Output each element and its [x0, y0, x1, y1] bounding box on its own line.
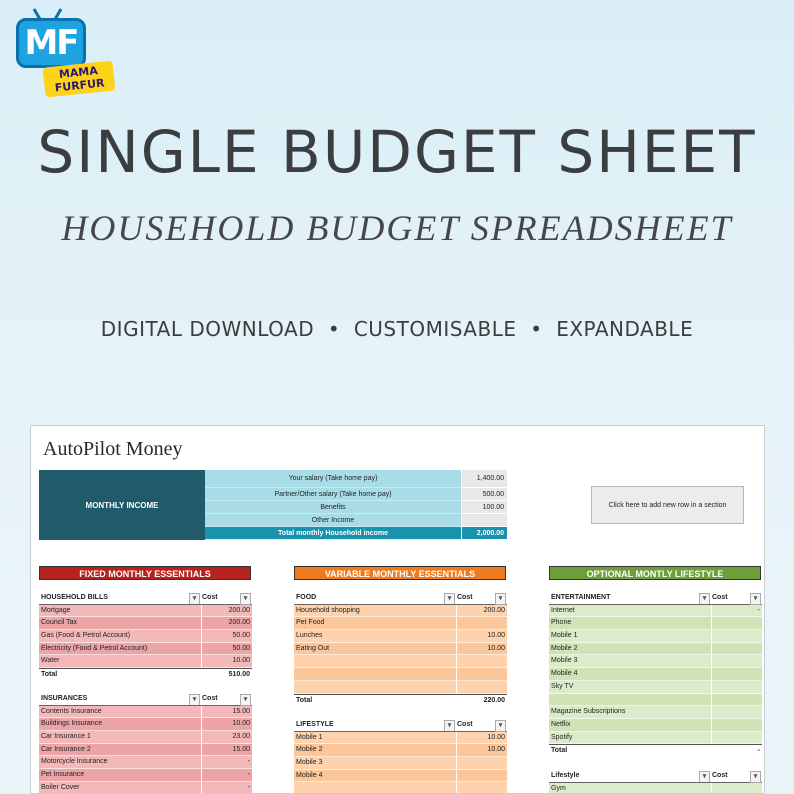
household-bills-table — [39, 592, 252, 681]
cost-cell[interactable] — [457, 617, 507, 630]
income-row-label: Other Income — [205, 514, 461, 527]
item-cell[interactable]: Magazine Subscriptions — [549, 706, 712, 719]
table-row — [39, 718, 252, 731]
fixed-essentials-header: FIXED MONTHLY ESSENTIALS — [39, 566, 251, 580]
item-cell[interactable] — [294, 668, 457, 681]
cost-cell[interactable] — [712, 719, 762, 732]
food-table — [294, 592, 507, 706]
table-row — [39, 617, 252, 630]
table-row — [549, 783, 762, 794]
cost-cell[interactable]: 10.00 — [457, 744, 507, 757]
item-cell[interactable]: Contents Insurance — [39, 706, 202, 719]
item-cell[interactable]: Gym — [549, 783, 712, 794]
item-cell[interactable]: Buildings Insurance — [39, 718, 202, 731]
cost-cell[interactable]: 200.00 — [202, 617, 252, 630]
logo-initials: MF — [24, 23, 78, 63]
table-row — [39, 744, 252, 757]
optional-lifestyle-header: OPTIONAL MONTLY LIFESTYLE — [549, 566, 761, 580]
item-cell[interactable]: Mobile 1 — [294, 732, 457, 745]
table-row — [549, 630, 762, 643]
cost-cell[interactable]: - — [202, 782, 252, 794]
table-row — [549, 719, 762, 732]
cost-cell[interactable]: 23.00 — [202, 731, 252, 744]
table-row — [294, 605, 507, 618]
table-row — [549, 668, 762, 681]
cost-cell[interactable]: 10.00 — [457, 643, 507, 656]
income-total-row — [205, 527, 507, 540]
cost-cell[interactable] — [712, 668, 762, 681]
table-row — [549, 617, 762, 630]
table-row — [39, 630, 252, 643]
table-title-filter[interactable]: INSURANCES ▾ — [39, 693, 202, 705]
cost-cell[interactable] — [457, 681, 507, 694]
table-title-filter[interactable]: ENTERTAINMENT ▾ — [549, 592, 712, 604]
item-cell[interactable]: Mobile 1 — [549, 630, 712, 643]
cost-cell[interactable] — [712, 617, 762, 630]
table-row — [39, 655, 252, 668]
item-cell[interactable] — [549, 694, 712, 707]
item-cell[interactable]: Internet — [549, 605, 712, 618]
item-cell[interactable] — [294, 782, 457, 794]
table-row — [549, 694, 762, 707]
item-cell[interactable]: Mobile 2 — [549, 643, 712, 656]
cost-header-filter[interactable]: Cost ▾ — [202, 693, 252, 705]
table-row — [39, 643, 252, 656]
item-cell[interactable]: Mortgage — [39, 605, 202, 618]
total-value: - — [757, 747, 760, 755]
item-cell[interactable]: Spotify — [549, 732, 712, 745]
income-total-value: 2,000.00 — [461, 527, 507, 540]
logo-banner — [43, 60, 116, 97]
item-cell[interactable]: Mobile 2 — [294, 744, 457, 757]
table-title-filter[interactable]: FOOD ▾ — [294, 592, 457, 604]
lifestyle-optional-table — [549, 770, 762, 794]
item-cell[interactable]: Pet Insurance — [39, 769, 202, 782]
table-row — [549, 706, 762, 719]
sheet-title: AutoPilot Money — [43, 438, 183, 460]
cost-cell[interactable] — [457, 757, 507, 770]
cost-header-filter[interactable]: Cost ▾ — [457, 719, 507, 731]
table-row — [294, 617, 507, 630]
table-row — [549, 655, 762, 668]
cost-cell[interactable]: 10.00 — [457, 630, 507, 643]
logo-banner-line2: FURFUR — [54, 76, 106, 95]
table-row — [39, 706, 252, 719]
cost-cell[interactable]: 50.00 — [202, 643, 252, 656]
variable-essentials-header: VARIABLE MONTHLY ESSENTIALS — [294, 566, 506, 580]
page-subtitle: HOUSEHOLD BUDGET SPREADSHEET — [61, 208, 733, 248]
cost-cell[interactable] — [712, 783, 762, 794]
income-row-label: Partner/Other salary (Take home pay) — [205, 488, 461, 501]
item-cell[interactable]: Mobile 4 — [549, 668, 712, 681]
table-row — [39, 731, 252, 744]
table-total-row — [39, 668, 252, 681]
cost-cell[interactable] — [712, 630, 762, 643]
cost-cell[interactable] — [457, 668, 507, 681]
item-cell[interactable]: Eating Out — [294, 643, 457, 656]
mama-furfur-logo — [10, 6, 115, 96]
cost-cell[interactable]: 10.00 — [202, 655, 252, 668]
item-cell[interactable] — [294, 681, 457, 694]
total-label: Total — [39, 669, 202, 681]
table-header-row — [549, 592, 762, 605]
item-cell[interactable]: Sky TV — [549, 681, 712, 694]
cost-cell[interactable] — [457, 770, 507, 783]
cost-cell[interactable]: 15.00 — [202, 706, 252, 719]
table-row — [39, 769, 252, 782]
table-row — [294, 668, 507, 681]
entertainment-table — [549, 592, 762, 757]
table-row — [549, 681, 762, 694]
table-header-row — [549, 770, 762, 783]
insurances-table — [39, 693, 252, 794]
item-cell[interactable]: Household shopping — [294, 605, 457, 618]
income-row — [205, 470, 507, 488]
cost-cell[interactable]: 200.00 — [457, 605, 507, 618]
table-header-row — [39, 592, 252, 605]
table-row — [294, 681, 507, 694]
cost-header-filter[interactable]: Cost ▾ — [202, 592, 252, 604]
spreadsheet-preview — [30, 425, 765, 794]
income-row — [205, 488, 507, 501]
item-cell[interactable]: Pet Food — [294, 617, 457, 630]
item-cell[interactable]: Car Insurance 2 — [39, 744, 202, 757]
item-cell[interactable]: Mobile 3 — [294, 757, 457, 770]
cost-cell[interactable] — [712, 694, 762, 707]
table-row — [294, 757, 507, 770]
income-row-value[interactable]: 1,400.00 — [461, 470, 507, 488]
cost-cell[interactable] — [712, 732, 762, 745]
table-header-row — [39, 693, 252, 706]
table-header-row — [294, 719, 507, 732]
cost-cell[interactable]: 200.00 — [202, 605, 252, 618]
total-value: 510.00 — [228, 671, 250, 679]
lifestyle-variable-table — [294, 719, 507, 794]
item-cell[interactable]: Netflix — [549, 719, 712, 732]
table-total-row — [549, 744, 762, 757]
cost-cell[interactable]: 10.00 — [202, 718, 252, 731]
cost-cell[interactable]: 10.00 — [457, 732, 507, 745]
income-row — [205, 501, 507, 514]
table-row — [294, 782, 507, 794]
cost-cell[interactable] — [457, 782, 507, 794]
item-cell[interactable]: Electricity (Food & Petrol Account) — [39, 643, 202, 656]
income-row-value[interactable]: 500.00 — [461, 488, 507, 501]
income-row-value[interactable]: 100.00 — [461, 501, 507, 514]
item-cell[interactable]: Phone — [549, 617, 712, 630]
cost-cell[interactable] — [712, 643, 762, 656]
table-row — [549, 605, 762, 618]
income-row-value[interactable] — [461, 514, 507, 527]
cost-cell[interactable]: - — [712, 605, 762, 618]
total-label: Total — [549, 745, 712, 757]
table-row — [294, 744, 507, 757]
cost-cell[interactable]: - — [202, 756, 252, 769]
income-row-label: Your salary (Take home pay) — [205, 470, 461, 488]
table-row — [549, 732, 762, 745]
cost-header-filter[interactable]: Cost ▾ — [712, 770, 762, 782]
item-cell[interactable]: Mobile 4 — [294, 770, 457, 783]
item-cell[interactable]: Mobile 3 — [549, 655, 712, 668]
table-row — [549, 643, 762, 656]
item-cell[interactable] — [294, 655, 457, 668]
table-row — [294, 643, 507, 656]
item-cell[interactable]: Motorcycle Insurance — [39, 756, 202, 769]
cost-cell[interactable]: - — [202, 769, 252, 782]
item-cell[interactable]: Car Insurance 1 — [39, 731, 202, 744]
total-label: Total — [294, 695, 457, 707]
tagline: DIGITAL DOWNLOAD • CUSTOMISABLE • EXPANDABLE — [100, 317, 694, 341]
table-row — [39, 782, 252, 794]
table-row — [294, 770, 507, 783]
income-row — [205, 514, 507, 527]
table-total-row — [294, 694, 507, 707]
cost-cell[interactable]: 15.00 — [202, 744, 252, 757]
logo-tv-icon — [16, 18, 86, 68]
item-cell[interactable]: Lunches — [294, 630, 457, 643]
total-value: 220.00 — [483, 696, 505, 704]
logo-banner-line1: MAMA — [58, 64, 99, 82]
income-table — [205, 470, 507, 540]
table-row — [39, 605, 252, 618]
item-cell[interactable]: Boiler Cover — [39, 782, 202, 794]
table-title-filter[interactable]: HOUSEHOLD BILLS ▾ — [39, 592, 202, 604]
income-total-label: Total monthly Household income — [205, 527, 461, 540]
monthly-income-label: MONTHLY INCOME — [39, 470, 205, 540]
cost-cell[interactable]: 50.00 — [202, 630, 252, 643]
cost-header-filter[interactable]: Cost ▾ — [457, 592, 507, 604]
item-cell[interactable]: Gas (Food & Petrol Account) — [39, 630, 202, 643]
page-title: SINGLE BUDGET SHEET — [37, 118, 757, 186]
table-header-row — [294, 592, 507, 605]
item-cell[interactable]: Water — [39, 655, 202, 668]
item-cell[interactable]: Council Tax — [39, 617, 202, 630]
table-title-filter[interactable]: Lifestyle ▾ — [549, 770, 712, 782]
cost-header-filter[interactable]: Cost ▾ — [712, 592, 762, 604]
cost-cell[interactable] — [712, 681, 762, 694]
cost-cell[interactable] — [457, 655, 507, 668]
table-row — [294, 732, 507, 745]
table-title-filter[interactable]: LIFESTYLE ▾ — [294, 719, 457, 731]
table-row — [39, 756, 252, 769]
add-row-button[interactable]: Click here to add new row in a section — [591, 486, 744, 524]
cost-cell[interactable] — [712, 655, 762, 668]
table-row — [294, 655, 507, 668]
income-row-label: Benefits — [205, 501, 461, 514]
cost-cell[interactable] — [712, 706, 762, 719]
table-row — [294, 630, 507, 643]
